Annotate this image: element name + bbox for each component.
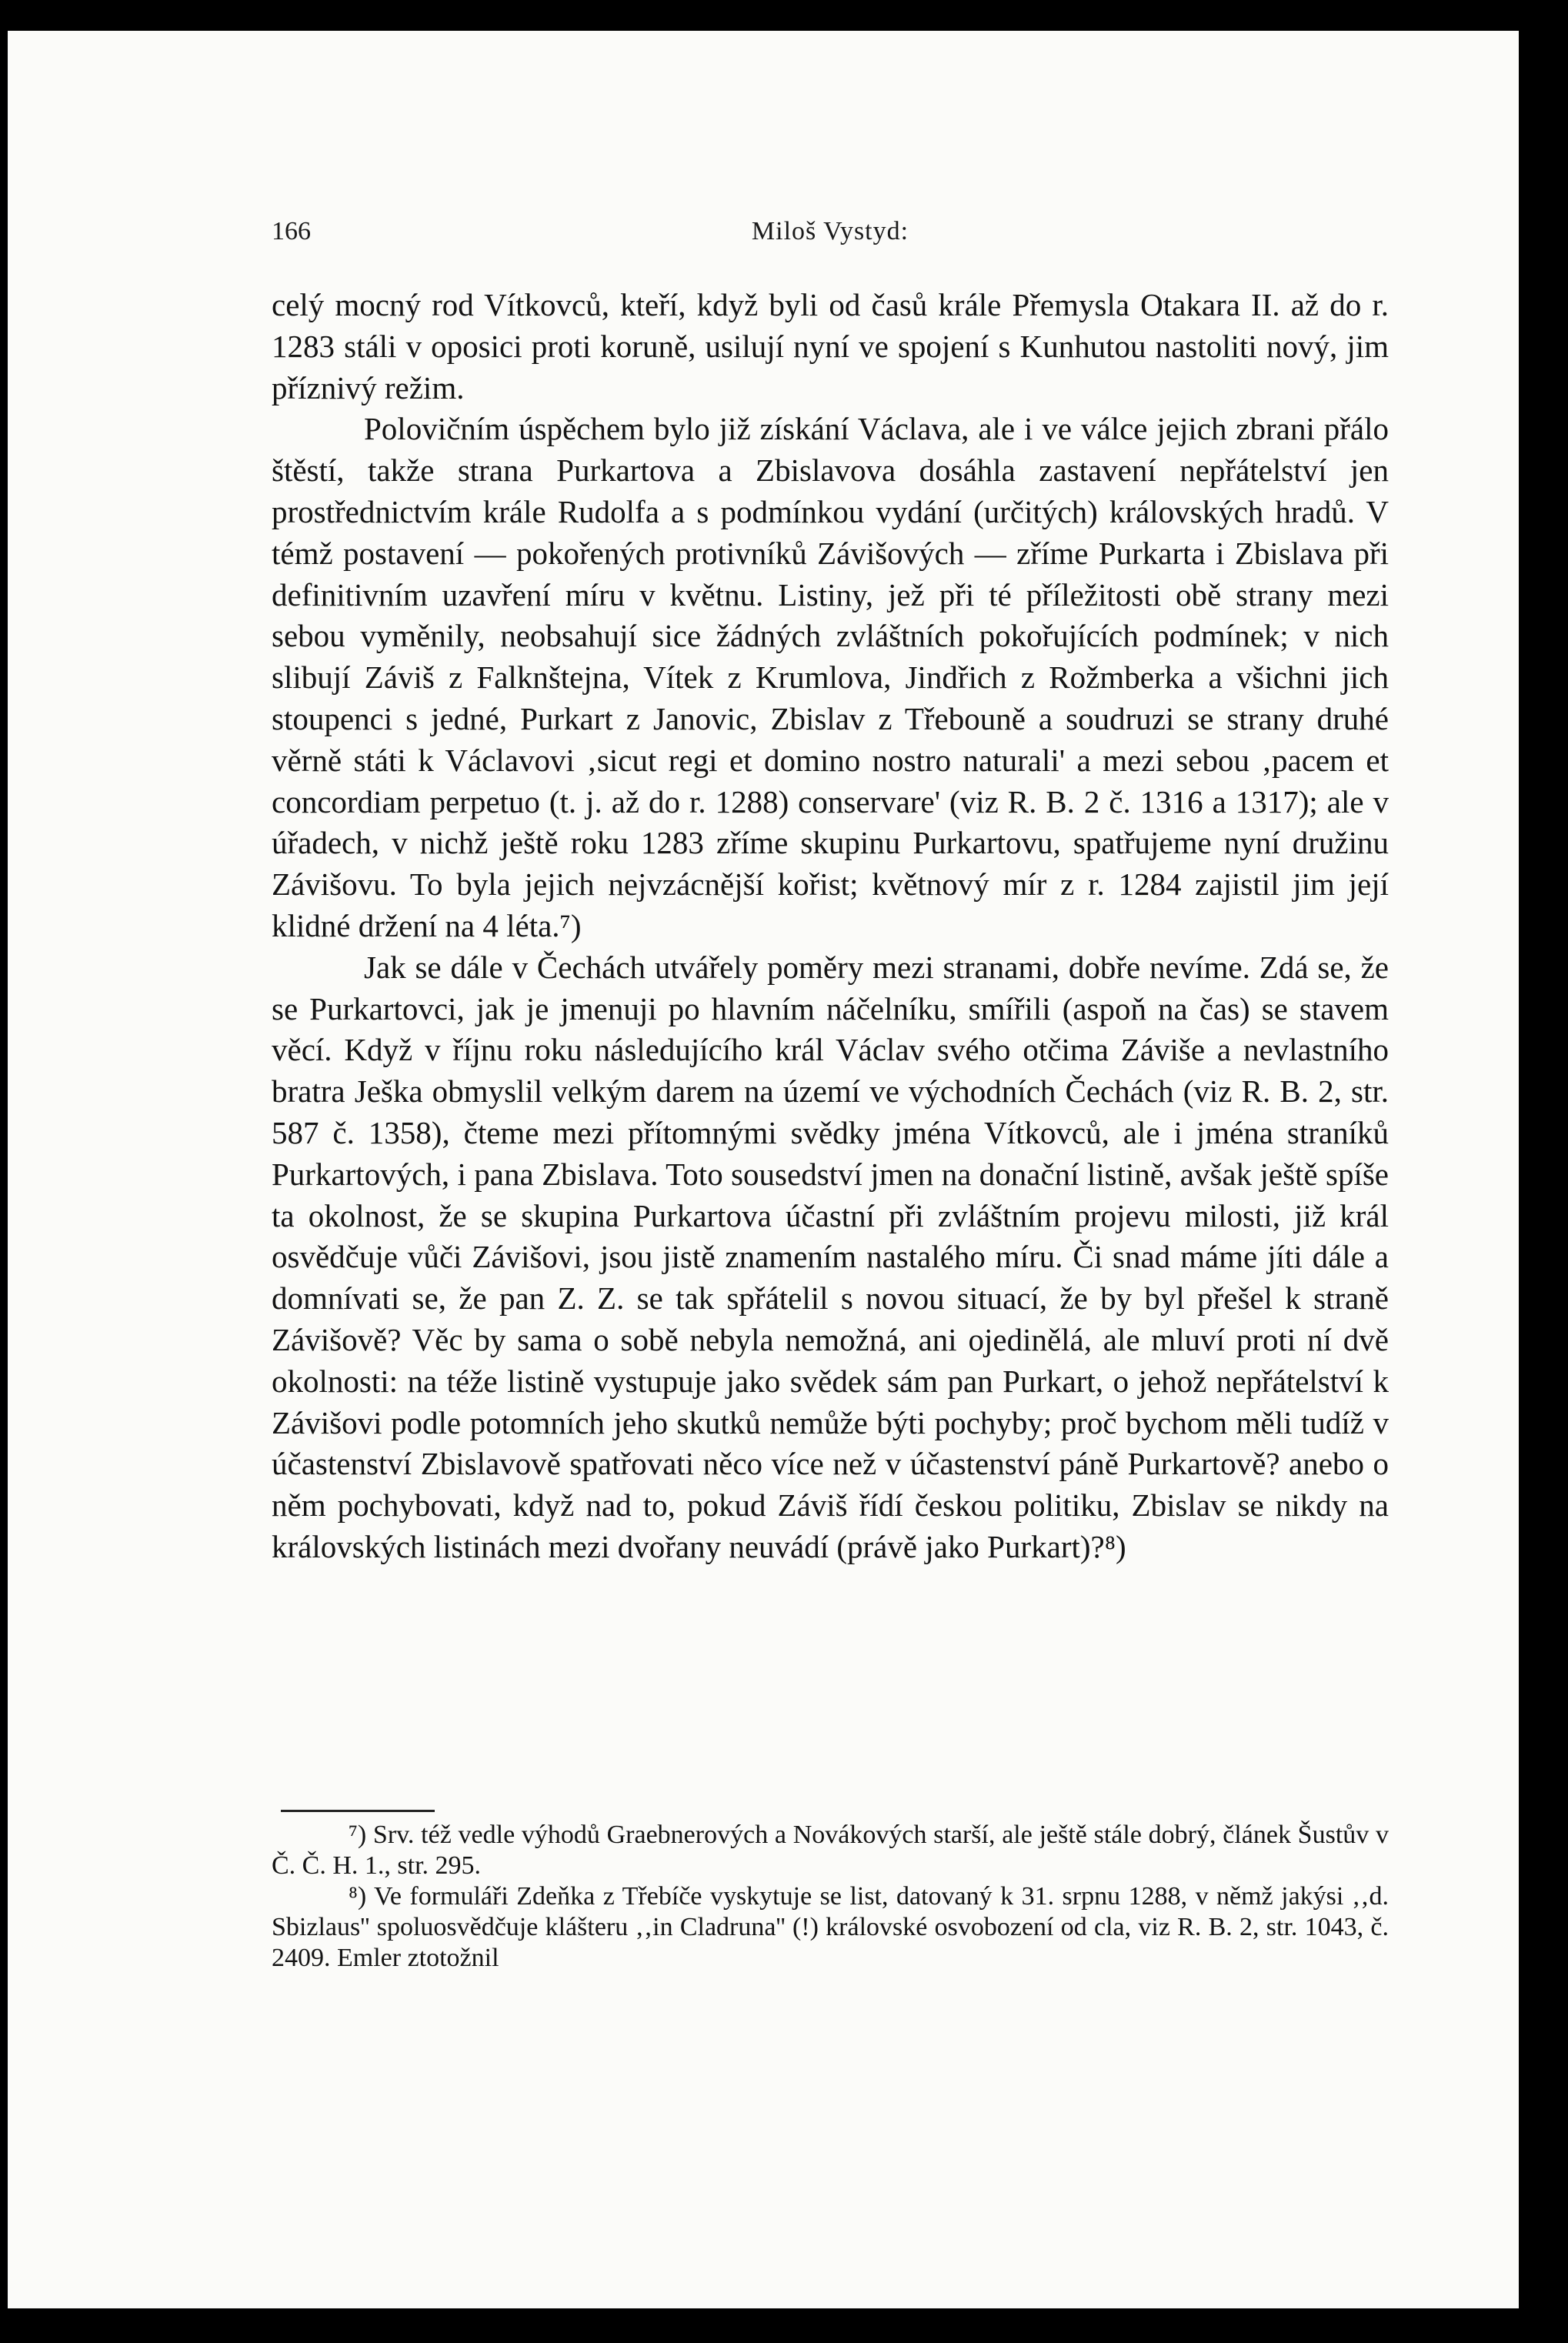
page-header	[272, 217, 1389, 255]
footnotes	[272, 1820, 1389, 1974]
running-head: Miloš Vystyd:	[751, 217, 909, 245]
footnote: ⁷) Srv. též vedle výhodů Graebnerových a Novákových starší, ale ještě stále dobrý, článek Šustův v Č. Č. H. 1., str. 295.	[272, 1821, 1389, 1880]
paragraph: Jak se dále v Čechách utvářely poměry mezi stranami, dobře nevíme. Zdá se, že se Purkartovci, jak je jmenuji po hlavním náčelníku, smířili (aspoň na čas) se stavem věcí. Když v říjnu roku následujícího král Václav svého otčima Záviše a nevlastního bratra Ješka obmyslil velkým darem na území ve východních Čechách (viz R. B. 2, str. 587 č. 1358), čteme mezi přítomnými svědky jména Vítkovců, ale i jména straníků Purkartových, i pana Zbislava. Toto sousedství jmen na donační listině, avšak ještě spíše ta okolnost, že se skupina Purkartova účastní při zvláštním projevu milosti, již král osvědčuje vůči Závišovi, jsou jistě znamením nastalého míru. Či snad máme jíti dále a domnívati se, že pan Z. Z. se tak spřátelil s novou situací, že by byl přešel k straně Závišově? Věc by sama o sobě nebyla nemožná, ani ojedinělá, ale mluví proti ní dvě okolnosti: na téže listině vystupuje jako svědek sám pan Purkart, o jehož nepřátelství k Závišovi podle potomních jeho skutků nemůže býti pochyby; proč bychom měli tudíž v účastenství Zbislavově spatřovati něco více než v účastenství páně Purkartově? anebo o něm pochybovati, když nad to, pokud Záviš řídí českou politiku, Zbislav se nikdy na královských listinách mezi dvořany neuvádí (právě jako Purkart)?⁸)	[272, 949, 1389, 1564]
paragraph: celý mocný rod Vítkovců, kteří, když byli od časů krále Přemysla Otakara II. až do r. 1283 stáli v oposici proti koruně, usilují nyní ve spojení s Kunhutou nastoliti nový, jim příznivý režim.	[272, 287, 1389, 406]
page-number: 166	[272, 217, 311, 245]
footnote: ⁸) Ve formuláři Zdeňka z Třebíče vyskytuje se list, datovaný k 31. srpnu 1288, v němž jakýsi ‚‚d. Sbizlaus'' spoluosvědčuje klášteru ‚‚in Cladruna'' (!) královské osvobození od cla, viz R. B. 2, str. 1043, č. 2409. Emler ztotožnil	[272, 1882, 1389, 1972]
paragraph: Polovičním úspěchem bylo již získání Václava, ale i ve válce jejich zbrani přálo štěstí, takže strana Purkartova a Zbislavova dosáhla zastavení nepřátelství jen prostřednictvím krále Rudolfa a s podmínkou vydání (určitých) královských hradů. V témž postavení — pokořených protivníků Závišových — zříme Purkarta i Zbislava při definitivním uzavření míru v květnu. Listiny, jež při té příležitosti obě strany mezi sebou vyměnily, neobsahují sice žádných zvláštních pokořujících podmínek; v nich slibují Záviš z Falknštejna, Vítek z Krumlova, Jindřich z Rožmberka a všichni jich stoupenci s jedné, Purkart z Janovic, Zbislav z Třebouně a soudruzi se strany druhé věrně státi k Václavovi ‚sicut regi et domino nostro naturali' a mezi sebou ‚pacem et concordiam perpetuo (t. j. až do r. 1288) conservare' (viz R. B. 2 č. 1316 a 1317); ale v úřadech, v nichž ještě roku 1283 zříme skupinu Purkartovu, spatřujeme nyní družinu Závišovu. To byla jejich nejvzácnější kořist; květnový mír z r. 1284 zajistil jim její klidné držení na 4 léta.⁷)	[272, 411, 1389, 943]
footnote-rule	[281, 1810, 435, 1812]
body-text	[272, 285, 1389, 1568]
